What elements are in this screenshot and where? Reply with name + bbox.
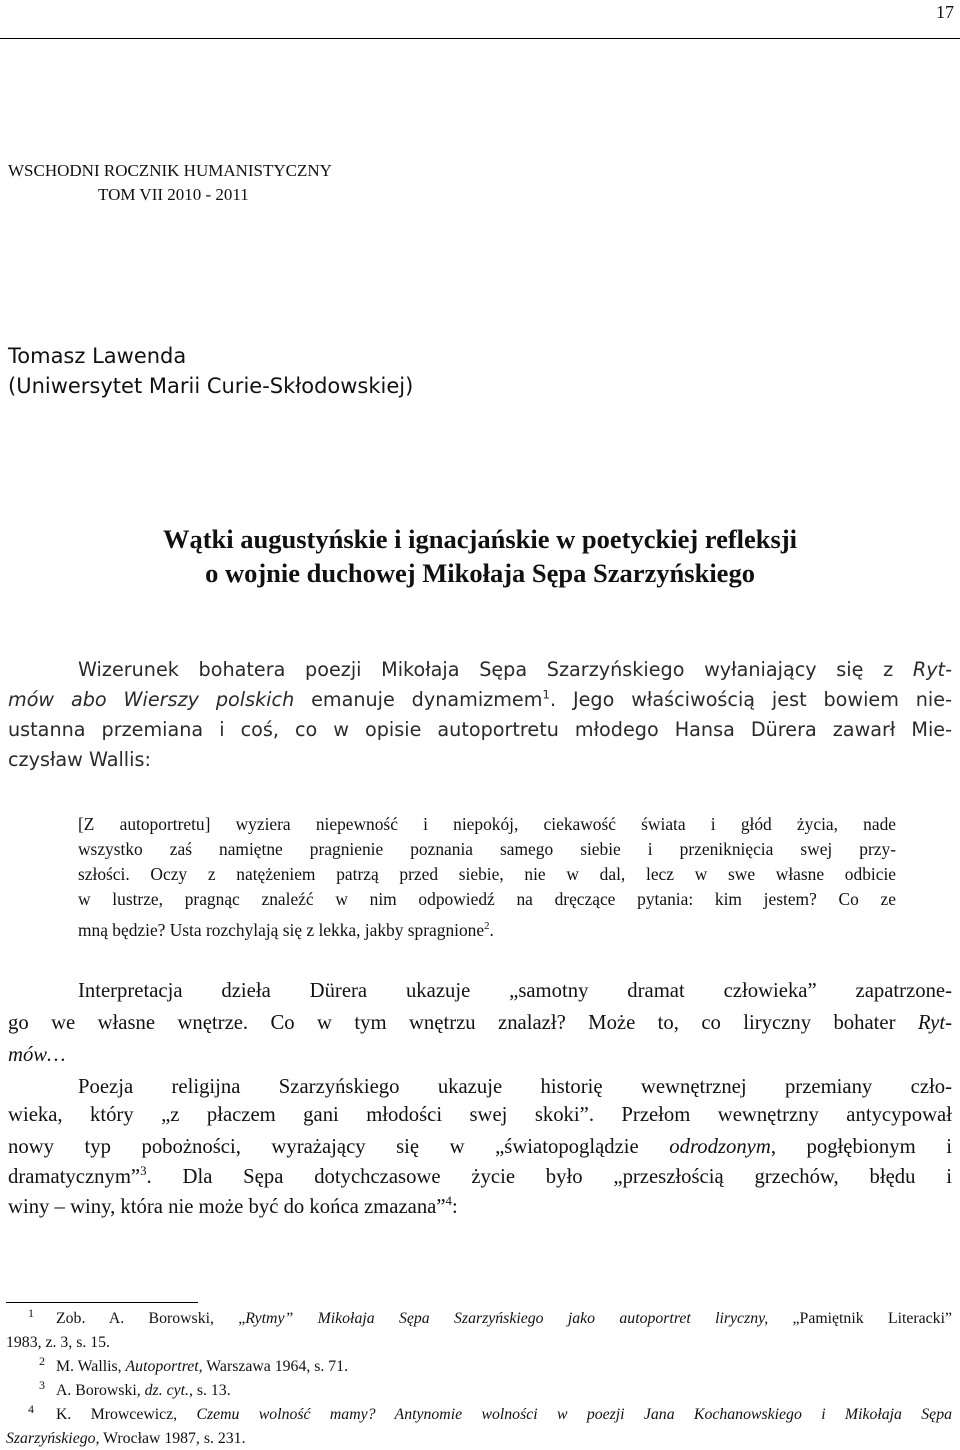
paragraph-3-line-1: Poezja religijna Szarzyńskiego ukazuje historię wewnętrznej przemiany czło- [78, 1076, 952, 1098]
article-title-line-2: o wojnie duchowej Mikołaja Sępa Szarzyńskiego [205, 558, 755, 588]
quote-line-5: mną będzie? Usta rozchylają się z lekka, jakby spragnione$^2$. [78, 920, 494, 940]
paragraph-2-line-3: mów… [8, 1044, 66, 1066]
footnote-2-number: 2 [39, 1354, 45, 1368]
footnote-ref-4[interactable]: 4 [445, 1194, 452, 1209]
footnote-2: 2 M. Wallis, Autoportret, Warszawa 1964, s. 71. [28, 1357, 348, 1377]
journal-volume: TOM VII 2010 - 2011 [98, 185, 249, 204]
footnote-4: 4 K. Mrowcewicz, Czemu wolność mamy? Antynomie wolności w poezji Jana Kochanowskiego i Mikołaja Sępa [28, 1405, 952, 1425]
paragraph-3-line-2: wieka, który „z płaczem gani młodości swej skoki”. Przełom wewnętrzny antycypował [8, 1104, 952, 1126]
paragraph-3-line-4: dramatycznym”$^3$. Dla Sępa dotychczasowe życie było „przeszłością grzechów, błędu i [8, 1164, 952, 1188]
paragraph-2-line-1: Interpretacja dzieła Dürera ukazuje „samotny dramat człowieka” zapatrzone- [78, 980, 952, 1002]
quote-line-1: [Z autoportretu] wyziera niepewność i niepokój, ciekawość świata i głód życia, nade [78, 814, 896, 834]
paragraph-1-line-4: czysław Wallis: [8, 748, 151, 771]
article-title [0, 522, 960, 590]
paragraph-3-line-5: winy – winy, która nie może być do końca zmazana”$^4$: [8, 1194, 458, 1218]
footnote-3: 3 A. Borowski, dz. cyt., s. 13. [28, 1381, 231, 1401]
footnote-ref-1[interactable]: 1 [542, 687, 550, 702]
author-affiliation: (Uniwersytet Marii Curie-Skłodowskiej) [8, 374, 414, 398]
page-number: 17 [936, 2, 954, 22]
article-title-line-1: Wątki augustyńskie i ignacjańskie w poetyckiej refleksji [162, 524, 798, 554]
footnote-ref-2[interactable]: 2 [484, 920, 490, 933]
quote-line-2: wszystko zaś namiętne pragnienie poznania samego siebie i przeniknięcia swej przy- [78, 839, 896, 859]
footnote-4-number: 4 [28, 1402, 34, 1416]
footnote-1-number: 1 [28, 1306, 34, 1320]
quote-line-3: szłości. Oczy z natężeniem patrzą przed siebie, nie w dal, lecz w swe własne odbicie [78, 864, 896, 884]
paragraph-1-line-2: mów abo Wierszy polskich emanuje dynamizmem$^1$. Jego właściwością jest bowiem nie- [8, 687, 952, 711]
paragraph-2-line-2: go we własne wnętrze. Co w tym wnętrzu znalazł? Może to, co liryczny bohater Ryt- [8, 1012, 952, 1034]
quote-line-4: w lustrze, pragnąc znaleźć w nim odpowiedź na dręczące pytania: kim jestem? Co ze [78, 889, 896, 909]
paragraph-1-line-3: ustanna przemiana i coś, co w opisie autoportretu młodego Hansa Dürera zawarł Mie- [8, 718, 952, 741]
footnote-ref-3[interactable]: 3 [140, 1164, 147, 1179]
paragraph-3-line-3: nowy typ pobożności, wyrażający się w „światopoglądzie odrodzonym, pogłębionym i [8, 1136, 952, 1158]
footnote-4-line-2: Szarzyńskiego, Wrocław 1987, s. 231. [6, 1430, 246, 1447]
journal-name: WSCHODNI ROCZNIK HUMANISTYCZNY [8, 161, 332, 180]
header-rule [0, 38, 960, 39]
paragraph-1-line-1: Wizerunek bohatera poezji Mikołaja Sępa Szarzyńskiego wyłaniający się z Ryt- [78, 658, 952, 681]
footnote-3-number: 3 [39, 1378, 45, 1392]
footnote-1: 1 Zob. A. Borowski, „Rytmy” Mikołaja Sępa Szarzyńskiego jako autoportret liryczny, „Pamiętnik Literacki” [28, 1309, 952, 1329]
footnote-1-line-2: 1983, z. 3, s. 15. [6, 1334, 110, 1351]
author-name: Tomasz Lawenda [8, 344, 187, 368]
